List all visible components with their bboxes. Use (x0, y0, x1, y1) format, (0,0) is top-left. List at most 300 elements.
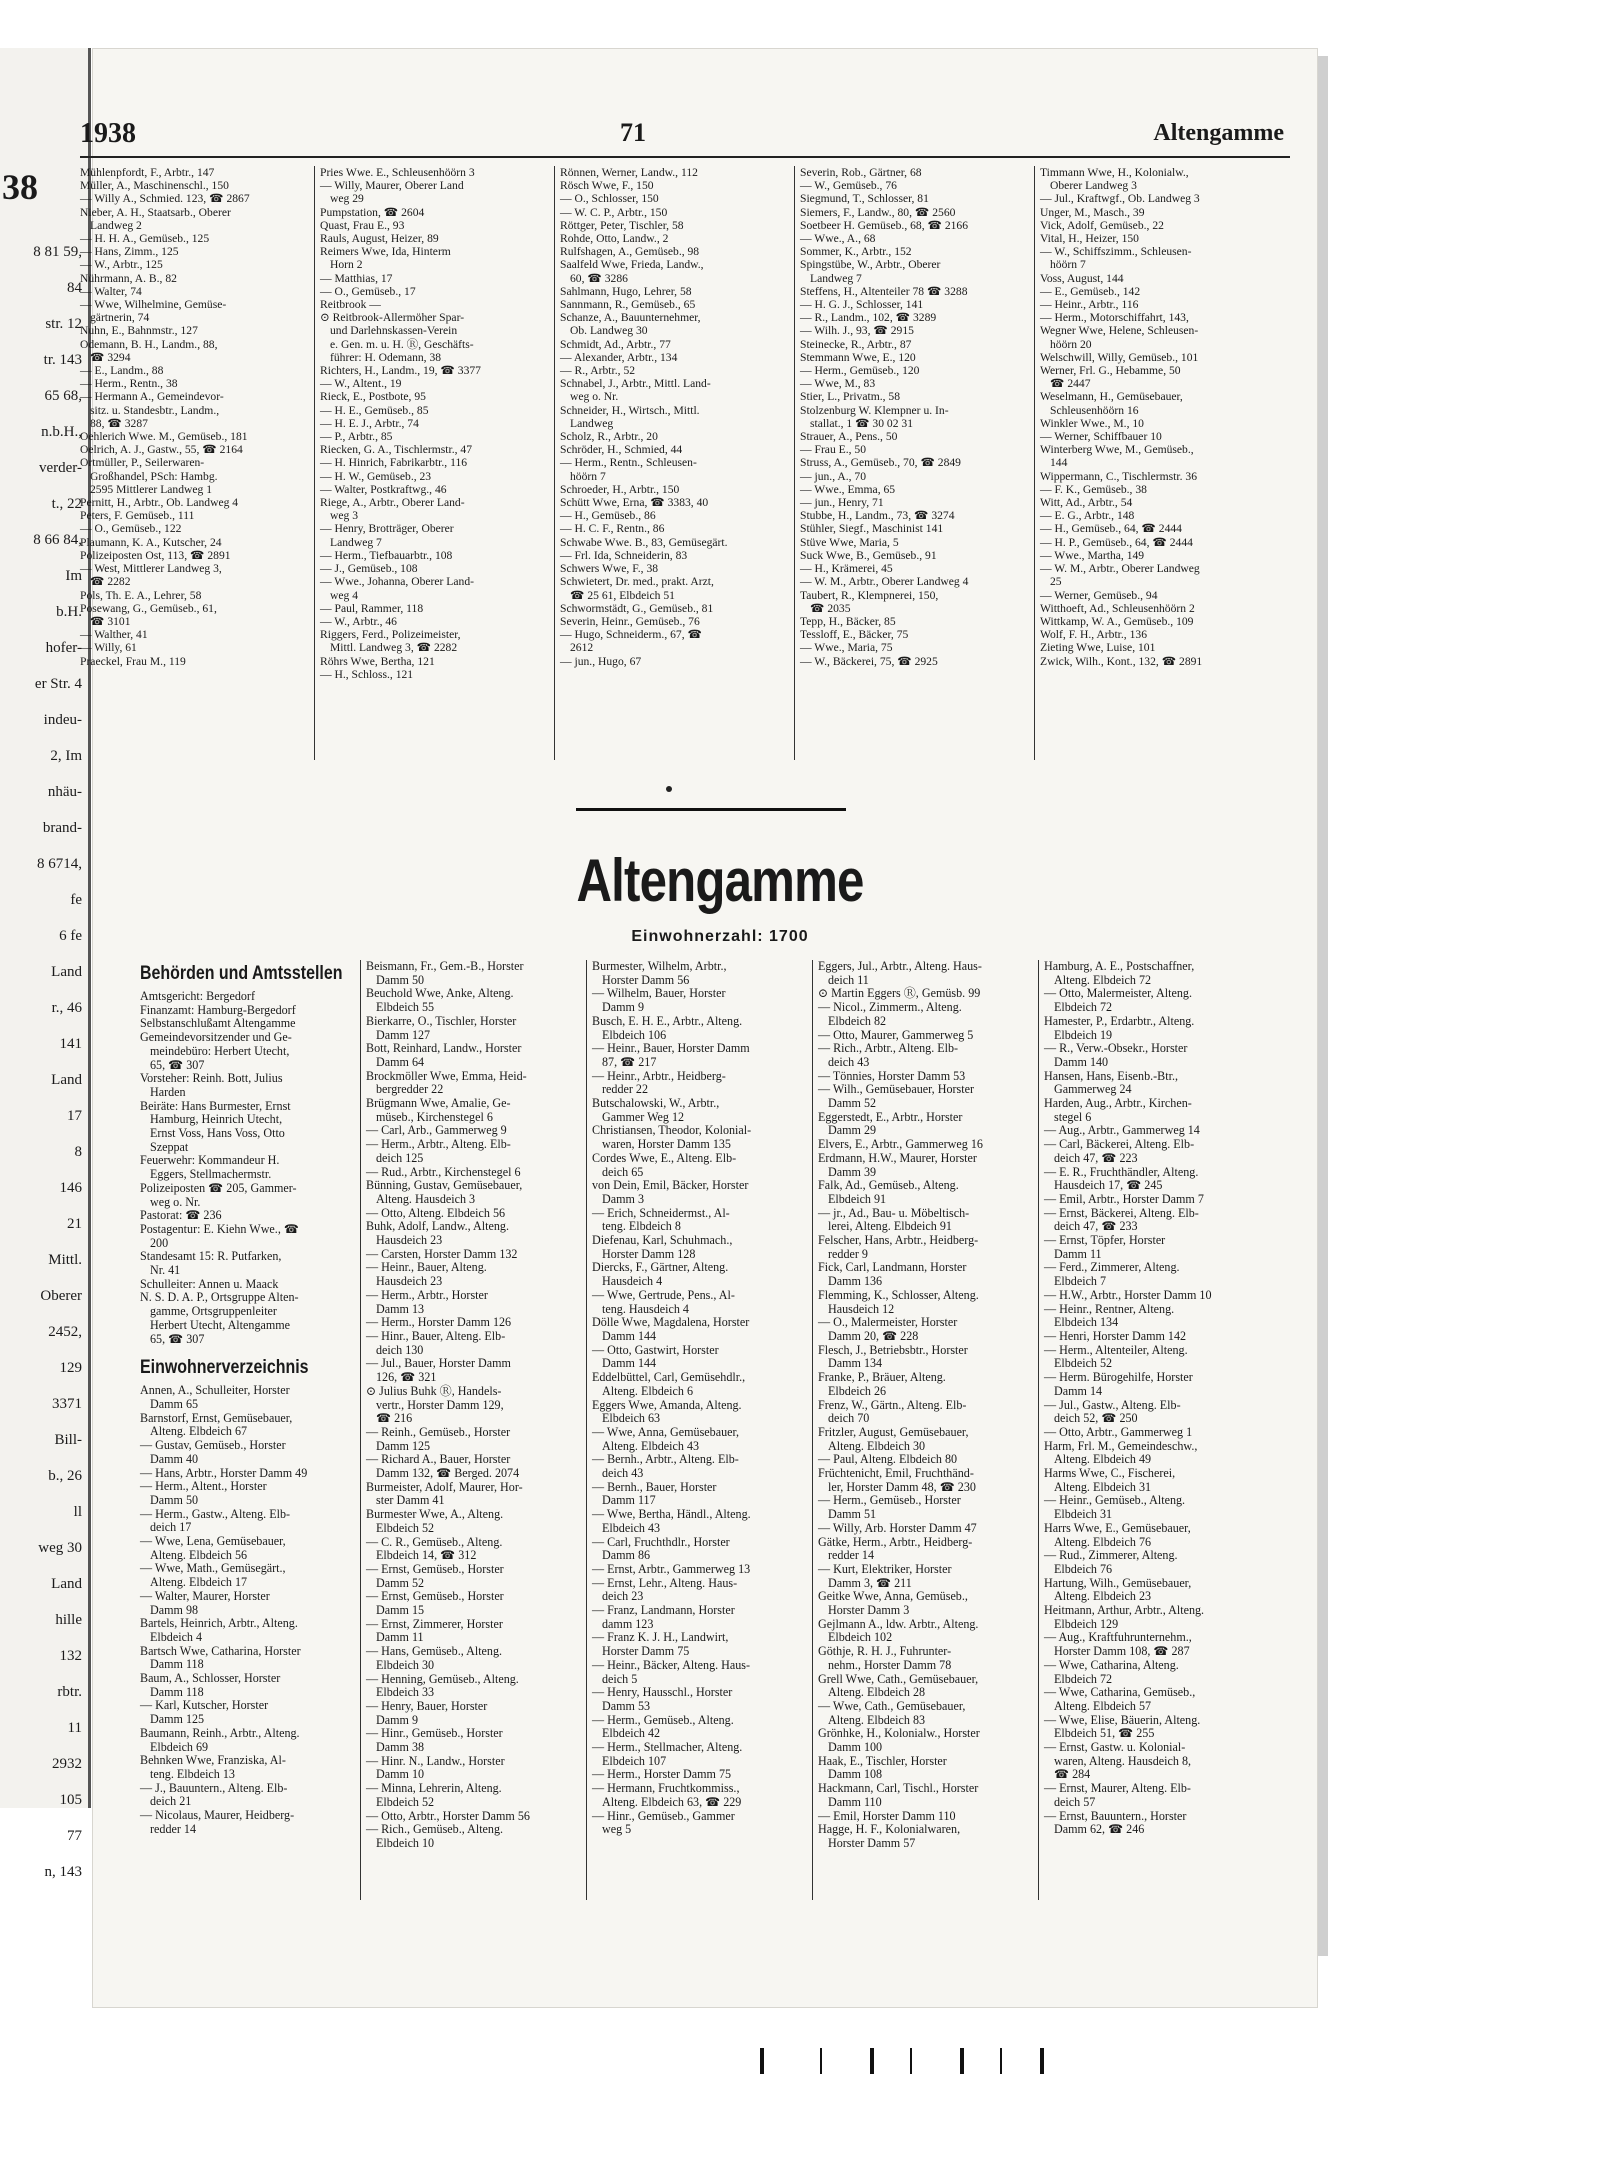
directory-entry: — Henning, Gemüseb., Alteng. (366, 1671, 519, 1686)
directory-entry: ☎ 2282 (90, 575, 131, 589)
previous-page-fragment: 65 68, (44, 388, 82, 404)
directory-entry: Feuerwehr: Kommandeur H. (140, 1153, 280, 1168)
top-column-4 (800, 166, 1028, 766)
directory-entry: Damm 118 (150, 1684, 204, 1699)
directory-entry: Alteng. Elbdeich 57 (1054, 1698, 1152, 1713)
directory-entry: — E. G., Arbtr., 148 (1040, 509, 1135, 523)
directory-entry: Rönnen, Werner, Landw., 112 (560, 166, 698, 179)
directory-entry: Oelrich, A. J., Gastw., 55, ☎ 2164 (80, 443, 243, 457)
directory-entry: Polizeiposten Ost, 113, ☎ 2891 (80, 548, 231, 562)
directory-entry: — H. G. J., Schlosser, 141 (800, 298, 924, 312)
directory-entry: — Walter, 74 (80, 284, 142, 298)
directory-entry: Burmeister, Adolf, Maurer, Hor- (366, 1479, 523, 1494)
directory-entry: — Henry, Bauer, Horster (366, 1698, 488, 1713)
directory-entry: — Herm. Bürogehilfe, Horster (1044, 1370, 1193, 1385)
directory-entry: Haak, E., Tischler, Horster (818, 1753, 947, 1768)
directory-entry: — Wilh., Gemüsebauer, Horster (818, 1082, 974, 1097)
film-mark (820, 2048, 822, 2074)
directory-entry: Diercks, F., Gärtner, Alteng. (592, 1260, 729, 1275)
directory-entry: Müller, A., Maschinenschl., 150 (80, 179, 229, 193)
previous-page-fragment: 77 (67, 1828, 82, 1844)
film-strip-edge (0, 2040, 1600, 2080)
directory-entry: 60, ☎ 3286 (570, 271, 628, 285)
directory-entry: Taubert, R., Klempnerei, 150, (800, 588, 939, 602)
previous-page-fragment: 8 6714, (37, 856, 82, 872)
directory-entry: Finanzamt: Hamburg-Bergedorf (140, 1002, 296, 1017)
directory-entry: Elvers, E., Arbtr., Gammerweg 16 (818, 1137, 983, 1152)
directory-entry: Weselmann, H., Gemüsebauer, (1040, 390, 1183, 404)
directory-entry: Damm 144 (602, 1356, 657, 1371)
directory-entry: Gejlmann A., ldw. Arbtr., Alteng. (818, 1616, 979, 1631)
directory-entry: — Heinr., Bauer, Horster Damm (592, 1041, 750, 1056)
directory-entry: — Hugo, Schneiderm., 67, ☎ (560, 628, 702, 642)
directory-entry: deich 43 (828, 1054, 870, 1069)
directory-entry: Elbdeich 76 (1054, 1561, 1113, 1576)
previous-page-fragment: hofer- (45, 640, 82, 656)
directory-entry: Richters, H., Landm., 19, ☎ 3377 (320, 364, 481, 378)
directory-entry: Alteng. Elbdeich 72 (1054, 972, 1152, 987)
directory-entry: Praeckel, Frau M., 119 (80, 654, 186, 668)
bottom-column-3 (592, 960, 806, 1910)
directory-entry: Damm 13 (376, 1301, 425, 1316)
directory-entry: — Bernh., Arbtr., Alteng. Elb- (592, 1452, 739, 1467)
directory-entry: Mittl. Landweg 3, ☎ 2282 (330, 641, 458, 655)
directory-entry: Rösch Wwe, F., 150 (560, 179, 654, 193)
directory-entry: — H., Schloss., 121 (320, 667, 414, 681)
directory-entry: Cordes Wwe, E., Alteng. Elb- (592, 1150, 737, 1165)
directory-entry: Alteng. Hausdeich 3 (376, 1191, 476, 1206)
directory-entry: — R., Landm., 102, ☎ 3289 (800, 311, 937, 325)
directory-entry: — Rich., Gemüseb., Alteng. (366, 1822, 504, 1837)
directory-entry: Landweg (570, 416, 614, 430)
directory-entry: sitz. u. Standesbtr., Landm., (90, 403, 220, 417)
directory-entry: Winterberg Wwe, M., Gemüseb., (1040, 443, 1194, 457)
directory-entry: — Wwe, Lena, Gemüsebauer, (140, 1534, 286, 1549)
directory-entry: — Reinh., Gemüseb., Horster (366, 1424, 511, 1439)
directory-entry: Herbert Utecht, Altengamme (150, 1317, 291, 1332)
directory-entry: — E., Landm., 88 (80, 364, 164, 378)
directory-entry: 87, ☎ 217 (602, 1054, 657, 1069)
previous-page-edge (0, 48, 91, 1880)
column-rule (360, 960, 361, 1900)
directory-entry: teng. Hausdeich 4 (602, 1301, 689, 1316)
directory-entry: Damm 50 (376, 972, 425, 987)
directory-entry: — Herm., Tiefbauarbtr., 108 (320, 548, 453, 562)
directory-entry: gärtnerin, 74 (90, 311, 150, 325)
directory-entry: — Henry, Hausschl., Horster (592, 1685, 733, 1700)
previous-page-fragment: 2, Im (50, 748, 82, 764)
directory-entry: Röhrs Wwe, Bertha, 121 (320, 654, 435, 668)
directory-entry: — R., Verw.-Obsekr., Horster (1044, 1041, 1188, 1056)
directory-entry: — Carl, Bäckerei, Alteng. Elb- (1044, 1137, 1195, 1152)
directory-entry: Alteng. Elbdeich 56 (150, 1547, 248, 1562)
directory-entry: Nr. 41 (150, 1263, 181, 1278)
previous-page-fragment: ll (73, 1504, 82, 1520)
directory-entry: Rulfshagen, A., Gemüseb., 98 (560, 245, 700, 259)
directory-entry: — jun., A., 70 (800, 469, 867, 483)
directory-entry: Steinecke, R., Arbtr., 87 (800, 337, 912, 351)
column-rule (554, 166, 555, 760)
previous-page-fragment: 2932 (52, 1756, 82, 1772)
directory-entry: — H. H. A., Gemüseb., 125 (80, 232, 210, 246)
directory-entry: — E., Gemüseb., 142 (1040, 284, 1141, 298)
directory-entry: — Emil, Horster Damm 110 (818, 1808, 956, 1823)
directory-entry: teng. Elbdeich 8 (602, 1219, 681, 1234)
directory-entry: Alteng. Elbdeich 23 (1054, 1589, 1152, 1604)
bottom-column-5 (1044, 960, 1258, 1910)
previous-page-fragment: brand- (42, 820, 82, 836)
directory-entry: ⊙ Reitbrook-Allermöher Spar- (320, 311, 465, 325)
directory-entry: Postagentur: E. Kiehn Wwe., ☎ (140, 1221, 299, 1236)
directory-entry: Harm, Frl. M., Gemeindeschw., (1044, 1438, 1198, 1453)
directory-entry: — Heinr., Rentner, Alteng. (1044, 1301, 1175, 1316)
directory-entry: Schwers Wwe, F., 38 (560, 562, 659, 576)
directory-entry: deich 125 (376, 1150, 424, 1165)
directory-entry: Damm 10 (376, 1767, 425, 1782)
directory-entry: Damm 53 (602, 1698, 651, 1713)
directory-entry: Hamburg, Heinrich Utecht, (150, 1112, 283, 1127)
directory-entry: — O., Malermeister, Horster (818, 1315, 958, 1330)
directory-entry: Stubbe, H., Landm., 73, ☎ 3274 (800, 509, 955, 523)
directory-entry: — Otto, Arbtr., Horster Damm 56 (366, 1808, 530, 1823)
directory-entry: Welschwill, Willy, Gemüseb., 101 (1040, 350, 1199, 364)
previous-page-fragment: nhäu- (47, 784, 82, 800)
directory-entry: Damm 62, ☎ 246 (1054, 1822, 1145, 1837)
directory-entry: — Carsten, Horster Damm 132 (366, 1246, 518, 1261)
directory-entry: deich 5 (602, 1671, 638, 1686)
directory-entry: Sahlmann, Hugo, Lehrer, 58 (560, 284, 692, 298)
directory-entry: Horster Damm 3 (828, 1603, 910, 1618)
column-rule (1034, 166, 1035, 760)
directory-entry: — Hinr., Gemüseb., Horster (366, 1726, 503, 1741)
directory-entry: Elbdeich 91 (828, 1191, 887, 1206)
directory-entry: — Wwe, Elise, Bäuerin, Alteng. (1044, 1712, 1201, 1727)
directory-entry: Hausdeich 12 (828, 1301, 895, 1316)
directory-entry: ☎ 25 61, Elbdeich 51 (570, 588, 675, 602)
directory-entry: Steffens, H., Altenteiler 78 ☎ 3288 (800, 284, 968, 298)
bottom-column-2 (366, 960, 580, 1910)
directory-entry: — Hans, Zimm., 125 (80, 245, 179, 259)
previous-page-fragment: Land (51, 1576, 82, 1592)
directory-entry: ⊙ Martin Eggers Ⓡ, Gemüsb. 99 (818, 986, 981, 1001)
directory-entry: Falk, Ad., Gemüseb., Alteng. (818, 1178, 959, 1193)
directory-entry: Beuchold Wwe, Anke, Alteng. (366, 986, 514, 1001)
section-subtitle: Einwohnerzahl: 1700 (631, 928, 809, 945)
directory-entry: Damm 65 (150, 1396, 199, 1411)
directory-entry: — Ernst, Gemüseb., Horster (366, 1589, 504, 1604)
directory-entry: Schleusenhöörn 16 (1050, 403, 1139, 417)
directory-entry: Butschalowski, W., Arbtr., (592, 1096, 720, 1111)
directory-entry: — Ferd., Zimmerer, Alteng. (1044, 1260, 1180, 1275)
directory-entry: — W., Bäckerei, 75, ☎ 2925 (800, 654, 938, 668)
directory-entry: — C. R., Gemüseb., Alteng. (366, 1534, 503, 1549)
directory-entry: Bierkarre, O., Tischler, Horster (366, 1013, 517, 1028)
film-mark (960, 2048, 964, 2074)
directory-entry: Alteng. Elbdeich 43 (602, 1438, 700, 1453)
previous-page-fragment: Land (51, 1072, 82, 1088)
directory-entry: Elbdeich 52 (1054, 1356, 1113, 1371)
previous-page-fragment: 8 66 84, (33, 532, 82, 548)
directory-entry: — Hans, Arbtr., Horster Damm 49 (140, 1465, 308, 1480)
directory-entry: Elbdeich 19 (1054, 1027, 1113, 1042)
directory-entry: Damm 9 (602, 1000, 644, 1015)
previous-page-fragment: 132 (59, 1648, 82, 1664)
directory-entry: — J., Bauuntern., Alteng. Elb- (140, 1780, 288, 1795)
directory-entry: Rohde, Otto, Landw., 2 (560, 232, 669, 246)
directory-entry: — Willy, Maurer, Oberer Land (320, 179, 464, 193)
directory-entry: — Wwe, Gertrude, Pens., Al- (592, 1287, 735, 1302)
directory-entry: Oehlerich Wwe. M., Gemüseb., 181 (80, 430, 248, 444)
directory-entry: ☎ 284 (1054, 1767, 1091, 1782)
directory-entry: Alteng. Elbdeich 49 (1054, 1452, 1152, 1467)
directory-entry: Hansen, Hans, Eisenb.-Btr., (1044, 1068, 1179, 1083)
directory-entry: — Wilhelm, Bauer, Horster (592, 986, 726, 1001)
directory-entry: Gätke, Herm., Arbtr., Heidberg- (818, 1534, 973, 1549)
directory-entry: deich 11 (828, 972, 869, 987)
directory-entry: Frenz, W., Gärtn., Alteng. Elb- (818, 1397, 967, 1412)
directory-entry: — Rud., Arbtr., Kirchenstegel 6 (366, 1164, 521, 1179)
directory-entry: — Wwe, M., 83 (800, 377, 876, 391)
directory-entry: 25 (1050, 575, 1062, 589)
previous-page-fragment: 3371 (52, 1396, 82, 1412)
directory-entry: — W. M., Arbtr., Oberer Landweg 4 (800, 575, 969, 589)
header-running-head: Altengamme (1153, 120, 1284, 146)
directory-entry: — Werner, Schiffbauer 10 (1040, 430, 1162, 444)
directory-entry: führer: H. Odemann, 38 (330, 350, 442, 364)
directory-entry: — P., Arbtr., 85 (320, 430, 393, 444)
directory-entry: Zwick, Wilh., Kont., 132, ☎ 2891 (1040, 654, 1203, 668)
directory-entry: Elbdeich 72 (1054, 1000, 1113, 1015)
directory-entry: — O., Schlosser, 150 (560, 192, 659, 206)
directory-entry: Amtsgericht: Bergedorf (140, 989, 255, 1003)
previous-page-fragment: hille (55, 1612, 82, 1628)
directory-entry: Geitke Wwe, Anna, Gemüseb., (818, 1589, 968, 1604)
directory-entry: Wittkamp, W. A., Gemüseb., 109 (1040, 614, 1194, 628)
directory-entry: — H. E. J., Arbtr., 74 (320, 416, 419, 430)
directory-entry: — Herm., Altent., Horster (140, 1479, 267, 1494)
previous-page-fragment: 6 fe (59, 928, 82, 944)
directory-entry: — Kurt, Elektriker, Horster (818, 1561, 952, 1576)
directory-entry: Elbdeich 134 (1054, 1315, 1119, 1330)
directory-entry: Baumann, Reinh., Arbtr., Alteng. (140, 1725, 300, 1740)
directory-entry: Harrs Wwe, E., Gemüsebauer, (1044, 1520, 1191, 1535)
directory-entry: Severin, Rob., Gärtner, 68 (800, 166, 922, 179)
column-rule (314, 166, 315, 760)
film-mark (760, 2048, 764, 2074)
previous-page-fragment: str. 12 (45, 316, 82, 332)
directory-entry: — Hinr. N., Landw., Horster (366, 1753, 505, 1768)
directory-entry: Elbdeich 55 (376, 1000, 435, 1015)
previous-page-fragment: Im (65, 568, 82, 584)
directory-entry: Hagge, H. F., Kolonialwaren, (818, 1822, 961, 1837)
directory-entry: Baum, A., Schlosser, Horster (140, 1671, 281, 1686)
directory-entry: Damm 108 (828, 1767, 883, 1782)
directory-entry: Damm 29 (828, 1123, 877, 1138)
directory-entry: Damm 3, ☎ 211 (828, 1575, 912, 1590)
directory-entry: Damm 125 (150, 1712, 205, 1727)
directory-entry: Vital, H., Heizer, 150 (1040, 232, 1139, 246)
directory-entry: Horn 2 (330, 258, 363, 272)
previous-page-fragment: 11 (67, 1720, 82, 1736)
directory-entry: Harden, Aug., Arbtr., Kirchen- (1044, 1096, 1192, 1111)
directory-entry: Annen, A., Schulleiter, Horster (140, 1383, 290, 1398)
directory-entry: — Otto, Maurer, Gammerweg 5 (818, 1027, 974, 1042)
directory-entry: Horster Damm 57 (828, 1836, 916, 1850)
directory-entry: ☎ 3101 (90, 614, 131, 628)
directory-entry: Erdmann, H.W., Maurer, Horster (818, 1150, 977, 1165)
top-column-1 (80, 166, 308, 766)
directory-entry: Zieting Wwe, Luise, 101 (1040, 641, 1156, 655)
directory-entry: Schnabel, J., Arbtr., Mittl. Land- (560, 377, 711, 391)
directory-entry: Brügmann Wwe, Amalie, Ge- (366, 1096, 511, 1111)
directory-entry: Tessloff, E., Bäcker, 75 (800, 628, 909, 642)
heading-residents: Einwohnerverzeichnis (140, 1357, 309, 1379)
directory-entry: — Henri, Horster Damm 142 (1044, 1328, 1187, 1343)
directory-entry: Ortmüller, P., Seilerwaren- (80, 456, 205, 470)
top-directory-columns (80, 166, 1290, 766)
directory-entry: 2612 (570, 641, 594, 655)
directory-entry: Reimers Wwe, Ida, Hinterm (320, 245, 451, 259)
directory-entry: — W., Gemüseb., 76 (800, 179, 897, 193)
directory-entry: — Rich., Arbtr., Alteng. Elb- (818, 1041, 959, 1056)
film-mark (1040, 2048, 1044, 2074)
directory-entry: damm 123 (602, 1616, 654, 1631)
directory-entry: Elbdeich 7 (1054, 1274, 1107, 1289)
directory-entry: — Herm., Motorschiffahrt, 143, (1040, 311, 1189, 325)
directory-entry: Harms Wwe, C., Fischerei, (1044, 1466, 1176, 1481)
directory-entry: — Herm., Arbtr., Alteng. Elb- (366, 1137, 511, 1152)
directory-entry: müseb., Kirchenstegel 6 (376, 1109, 493, 1124)
directory-entry: Gammerweg 24 (1054, 1082, 1132, 1097)
directory-entry: Stemmann Wwe, E., 120 (800, 350, 916, 364)
directory-entry: Plaumann, K. A., Kutscher, 24 (80, 535, 222, 549)
directory-entry: Alteng. Elbdeich 17 (150, 1575, 248, 1590)
directory-entry: Brockmöller Wwe, Emma, Heid- (366, 1068, 527, 1083)
directory-entry: — H., Krämerei, 45 (800, 562, 893, 576)
previous-page-fragment: 105 (59, 1792, 82, 1808)
directory-entry: — Willy, Arb. Horster Damm 47 (818, 1520, 977, 1535)
column-rule (586, 960, 587, 1900)
directory-entry: Christiansen, Theodor, Kolonial- (592, 1123, 752, 1138)
directory-entry: Ob. Landweg 30 (570, 324, 648, 338)
directory-entry: stallat., 1 ☎ 30 02 31 (810, 416, 913, 430)
directory-entry: Damm 11 (376, 1630, 424, 1645)
directory-entry: Bünning, Gustav, Gemüsebauer, (366, 1178, 523, 1193)
directory-entry: — Bernh., Bauer, Horster (592, 1479, 717, 1494)
directory-entry: Peters, F. Gemüseb., 111 (80, 509, 195, 523)
directory-entry: nehm., Horster Damm 78 (828, 1657, 952, 1672)
directory-entry: Bartels, Heinrich, Arbtr., Alteng. (140, 1616, 298, 1631)
directory-entry: Pols, Th. E. A., Lehrer, 58 (80, 588, 202, 602)
directory-entry: Alteng. Elbdeich 63, ☎ 229 (602, 1794, 742, 1809)
directory-entry: — Walter, Maurer, Horster (140, 1588, 270, 1603)
directory-entry: — Otto, Gastwirt, Horster (592, 1342, 719, 1357)
directory-entry: — W., Altent., 19 (320, 377, 402, 391)
directory-entry: — H. C. F., Rentn., 86 (560, 522, 665, 536)
directory-entry: Voss, August, 144 (1040, 271, 1124, 285)
directory-entry: Beismann, Fr., Gem.-B., Horster (366, 959, 524, 973)
directory-entry: Oberer Landweg 3 (1050, 179, 1137, 193)
directory-entry: Werner, Frl. G., Hebamme, 50 (1040, 364, 1181, 378)
directory-entry: gamme, Ortsgruppenleiter (150, 1304, 277, 1319)
previous-page-fragment: Land (51, 964, 82, 980)
directory-entry: Nuhn, E., Bahnmstr., 127 (80, 324, 198, 338)
directory-entry: meindebüro: Herbert Utecht, (150, 1043, 290, 1058)
directory-entry: — O., Gemüseb., 122 (80, 522, 182, 536)
film-mark (910, 2048, 912, 2074)
directory-entry: — Otto, Arbtr., Gammerweg 1 (1044, 1424, 1193, 1439)
directory-entry: Bartsch Wwe, Catharina, Horster (140, 1643, 301, 1658)
directory-entry: — Walther, 41 (80, 628, 148, 642)
film-mark (1000, 2048, 1002, 2074)
previous-page-fragment: fe (70, 892, 82, 908)
directory-entry: Fritzler, August, Gemüsebauer, (818, 1424, 969, 1439)
directory-entry: Gammer Weg 12 (602, 1109, 685, 1124)
directory-entry: Grönhke, H., Kolonialw., Horster (818, 1726, 980, 1741)
directory-entry: Stühler, Siegf., Maschinist 141 (800, 522, 944, 536)
directory-entry: Polizeiposten ☎ 205, Gammer- (140, 1180, 297, 1195)
directory-entry: — Heinr., Bäcker, Alteng. Haus- (592, 1657, 751, 1672)
directory-entry: — Herm., Rentn., 38 (80, 377, 178, 391)
directory-entry: Schmidt, Ad., Arbtr., 77 (560, 337, 671, 351)
directory-entry: Damm 136 (828, 1274, 883, 1289)
directory-entry: Gemeindevorsitzender und Ge- (140, 1030, 292, 1045)
previous-page-fragment: 8 81 59, (33, 244, 82, 260)
directory-entry: Landweg 7 (330, 535, 382, 549)
directory-entry: lerei, Alteng. Elbdeich 91 (828, 1219, 952, 1234)
directory-entry: — Otto, Malermeister, Alteng. (1044, 986, 1192, 1001)
directory-entry: Schütt Wwe, Erna, ☎ 3383, 40 (560, 496, 709, 510)
directory-entry: Hamester, P., Erdarbtr., Alteng. (1044, 1013, 1195, 1028)
directory-entry: Damm 127 (376, 1027, 431, 1042)
directory-entry: redder 14 (828, 1548, 875, 1563)
section-title: Altengamme (576, 847, 864, 914)
directory-entry: e. Gen. m. u. H. Ⓡ, Geschäfts- (330, 337, 474, 351)
directory-entry: — Gustav, Gemüseb., Horster (140, 1438, 286, 1453)
directory-entry: Severin, Heinr., Gemüseb., 76 (560, 614, 700, 628)
directory-entry: Burmester, Wilhelm, Arbtr., (592, 959, 727, 973)
directory-entry: Burmester Wwe, A., Alteng. (366, 1507, 504, 1522)
directory-entry: weg 29 (330, 192, 364, 206)
directory-entry: Landweg 7 (810, 271, 862, 285)
directory-entry: — Jul., Kraftwgf., Ob. Landweg 3 (1040, 192, 1200, 206)
directory-entry: höörn 20 (1050, 337, 1092, 351)
directory-entry: — H. E., Gemüseb., 85 (320, 403, 429, 417)
directory-entry: Elbdeich 82 (828, 1013, 887, 1028)
directory-entry: — Carl, Arb., Gammerweg 9 (366, 1123, 507, 1138)
directory-entry: bergredder 22 (376, 1082, 444, 1097)
directory-entry: Damm 144 (602, 1328, 657, 1343)
directory-entry: ☎ 216 (376, 1411, 413, 1426)
directory-entry: Elbdeich 107 (602, 1753, 667, 1768)
directory-entry: stegel 6 (1054, 1109, 1092, 1124)
directory-entry: deich 21 (150, 1794, 192, 1809)
directory-entry: — Herm., Horster Damm 75 (592, 1767, 732, 1782)
directory-entry: Witthoeft, Ad., Schleusenhöörn 2 (1040, 601, 1195, 615)
directory-entry: Riggers, Ferd., Polizeimeister, (320, 628, 461, 642)
directory-entry: Quast, Frau E., 93 (320, 218, 405, 232)
column-rule (1038, 960, 1039, 1900)
directory-entry: Sannmann, R., Gemüseb., 65 (560, 298, 696, 312)
directory-entry: Schwormstädt, G., Gemüseb., 81 (560, 601, 714, 615)
directory-entry: Landweg 2 (90, 218, 142, 232)
directory-entry: Schanze, A., Bauunternehmer, (560, 311, 701, 325)
directory-entry: Eggers, Jul., Arbtr., Alteng. Haus- (818, 959, 982, 973)
directory-entry: vertr., Horster Damm 129, (376, 1397, 504, 1412)
directory-entry: Busch, E. H. E., Arbtr., Alteng. (592, 1013, 743, 1028)
directory-entry: Damm 51 (828, 1507, 877, 1522)
directory-entry: — O., Gemüseb., 17 (320, 284, 416, 298)
